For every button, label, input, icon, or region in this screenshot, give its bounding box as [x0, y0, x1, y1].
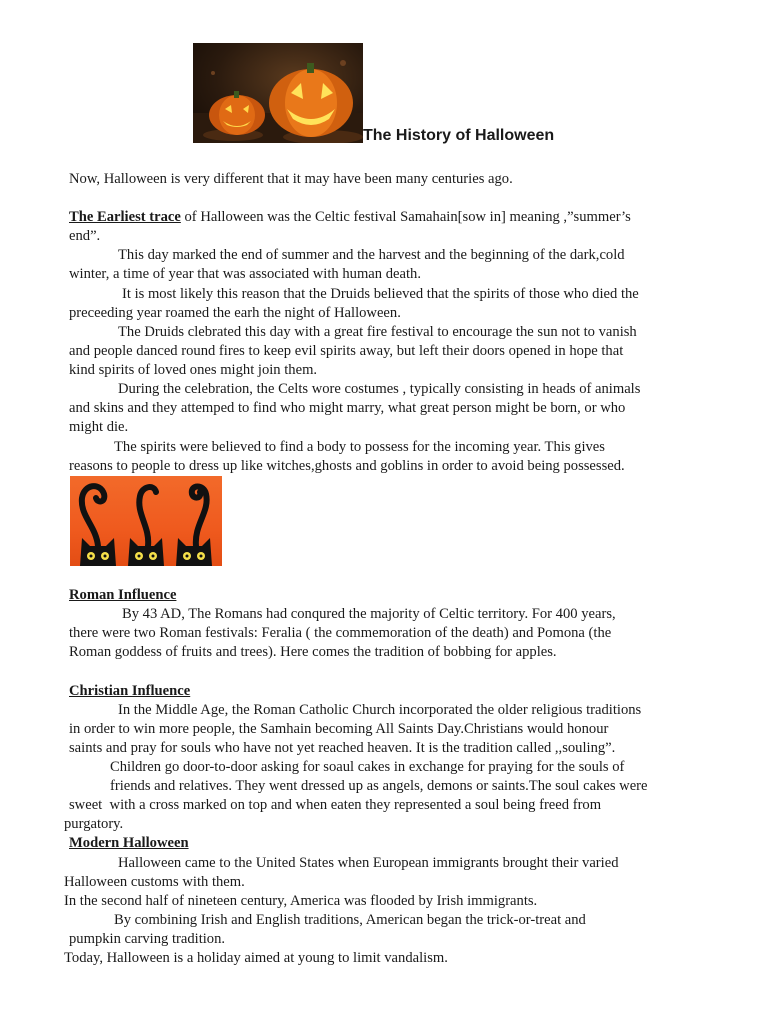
- paragraph-line: It is most likely this reason that the Druids believed that the spirits of those who died the: [122, 286, 639, 302]
- paragraph-line: might die.: [69, 419, 129, 435]
- paragraph-line: and skins and they attemped to find who might marry, what great person might be born, or who: [69, 400, 626, 416]
- page-title: The History of Halloween: [363, 127, 555, 144]
- paragraph-line: During the celebration, the Celts wore costumes , typically consisting in heads of animals: [118, 381, 641, 397]
- earliest-trace-text: of Halloween was the Celtic festival Samahain[sow in] meaning ,”summer’s: [180, 209, 631, 225]
- roman-influence-heading: Roman Influence: [69, 587, 177, 603]
- paragraph-line: Halloween customs with them.: [64, 874, 245, 890]
- paragraph-line: By 43 AD, The Romans had conqured the majority of Celtic territory. For 400 years,: [122, 606, 616, 622]
- paragraph-line: friends and relatives. They went dressed up as angels, demons or saints.The soul cakes were: [110, 778, 648, 794]
- black-cats-illustration: [70, 476, 222, 566]
- earliest-trace-heading: The Earliest trace: [69, 209, 181, 225]
- paragraph-line: purgatory.: [64, 816, 124, 832]
- paragraph-line: Today, Halloween is a holiday aimed at young to limit vandalism.: [64, 950, 448, 966]
- paragraph-line: winter, a time of year that was associated with human death.: [69, 266, 421, 282]
- paragraph-line: in order to win more people, the Samhain becoming All Saints Day.Christians would honour: [69, 721, 609, 737]
- jack-o-lantern-illustration: [193, 43, 363, 143]
- paragraph-line: reasons to people to dress up like witches,ghosts and goblins in order to avoid being possessed.: [69, 458, 625, 474]
- paragraph-line: Halloween came to the United States when European immigrants brought their varied: [118, 855, 619, 871]
- paragraph-line: By combining Irish and English traditions, American began the trick-or-treat and: [114, 912, 586, 928]
- paragraph-line: The spirits were believed to find a body to possess for the incoming year. This gives: [114, 439, 605, 455]
- paragraph-line: kind spirits of loved ones might join them.: [69, 362, 318, 378]
- intro-text: Now, Halloween is very different that it may have been many centuries ago.: [69, 171, 513, 187]
- black-cats-image: [70, 476, 222, 566]
- christian-influence-heading: Christian Influence: [69, 683, 191, 699]
- paragraph-line: pumpkin carving tradition.: [69, 931, 226, 947]
- paragraph-line: The Druids clebrated this day with a great fire festival to encourage the sun not to vanish: [118, 324, 637, 340]
- paragraph-line: sweet with a cross marked on top and when eaten they represented a soul being freed from: [69, 797, 602, 813]
- paragraph-line: Roman goddess of fruits and trees). Here comes the tradition of bobbing for apples.: [69, 644, 557, 660]
- paragraph-line: preceeding year roamed the earh the night of Halloween.: [69, 305, 401, 321]
- earliest-trace-text: end”.: [69, 228, 101, 244]
- paragraph-line: saints and pray for souls who have not yet reached heaven. It is the tradition called ,,souling”.: [69, 740, 616, 756]
- paragraph-line: there were two Roman festivals: Feralia ( the commemoration of the death) and Pomona (the: [69, 625, 612, 641]
- paragraph-line: This day marked the end of summer and the harvest and the beginning of the dark,cold: [118, 247, 625, 263]
- paragraph-line: Children go door-to-door asking for soaul cakes in exchange for praying for the souls of: [110, 759, 625, 775]
- paragraph-line: In the Middle Age, the Roman Catholic Church incorporated the older religious traditions: [118, 702, 642, 718]
- modern-halloween-heading: Modern Halloween: [69, 835, 189, 851]
- earliest-trace-line: [69, 208, 631, 227]
- paragraph-line: In the second half of nineteen century, America was flooded by Irish immigrants.: [64, 893, 538, 909]
- paragraph-line: and people danced round fires to keep evil spirits away, but left their doors opened in hope that: [69, 343, 624, 359]
- jack-o-lantern-image: [193, 43, 363, 143]
